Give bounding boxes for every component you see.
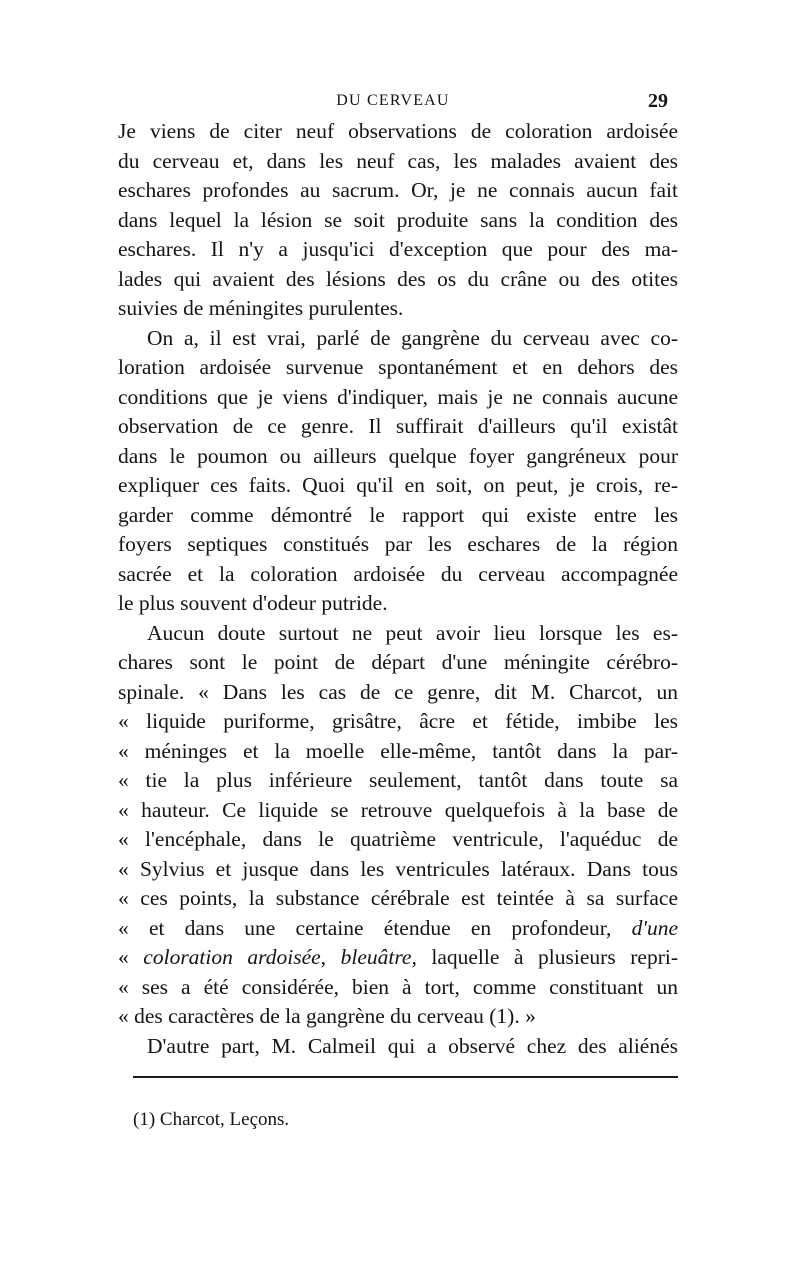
- text-line: foyers septiques constitués par les eschares de la région: [118, 532, 678, 556]
- text-line: sacrée et la coloration ardoisée du cerveau accompagnée: [118, 561, 678, 586]
- text-line: observation de ce genre. Il suffirait d'ailleurs qu'il existât: [118, 414, 678, 438]
- footnote-divider: [133, 1076, 678, 1078]
- text-line: chares sont le point de départ d'une méningite cérébro-: [118, 650, 678, 674]
- italic-phrase: d'une: [631, 915, 679, 940]
- quote-line: « hauteur. Ce liquide se retrouve quelquefois à la base de: [118, 797, 678, 822]
- quote-line: « des caractères de la gangrène du cerveau (1). »: [118, 1004, 536, 1028]
- text-line: eschares. Il n'y a jusqu'ici d'exception que pour des ma-: [118, 237, 678, 261]
- text-line: du cerveau et, dans les neuf cas, les malades avaient des: [118, 148, 678, 173]
- text-line: le plus souvent d'odeur putride.: [118, 591, 388, 615]
- quote-text: « et dans une certaine étendue en profondeur,: [118, 915, 612, 940]
- italic-phrase: coloration ardoisée, bleuâtre,: [143, 945, 417, 969]
- running-title: DU CERVEAU: [336, 92, 450, 109]
- text-line: expliquer ces faits. Quoi qu'il en soit, on peut, je crois, re-: [118, 473, 678, 497]
- text-line: loration ardoisée survenue spontanément et en dehors des: [118, 355, 678, 379]
- quote-line: « liquide puriforme, grisâtre, âcre et fétide, imbibe les: [118, 709, 678, 733]
- quote-line: « ses a été considérée, bien à tort, comme constituant un: [118, 974, 678, 999]
- text-line: spinale. « Dans les cas de ce genre, dit M. Charcot, un: [118, 679, 678, 704]
- quote-line: « méninges et la moelle elle-même, tantôt dans la par-: [118, 738, 678, 763]
- footnote: (1) Charcot, Leçons.: [133, 1109, 290, 1130]
- quote-line-mixed: [118, 943, 678, 973]
- text-line: Je viens de citer neuf observations de coloration ardoisée: [118, 119, 678, 143]
- quote-line-mixed: [118, 914, 678, 944]
- paragraph-start-line: On a, il est vrai, parlé de gangrène du cerveau avec co-: [147, 325, 678, 350]
- page-number: 29: [648, 90, 668, 112]
- text-line: eschares profondes au sacrum. Or, je ne connais aucun fait: [118, 178, 678, 202]
- quote-line: « ces points, la substance cérébrale est teintée à sa surface: [118, 886, 678, 910]
- text-line: conditions que je viens d'indiquer, mais je ne connais aucune: [118, 384, 678, 409]
- quote-line: « Sylvius et jusque dans les ventricules latéraux. Dans tous: [118, 856, 678, 881]
- quote-mark: «: [118, 945, 144, 969]
- running-head: [118, 90, 668, 116]
- paragraph-start-line: Aucun doute surtout ne peut avoir lieu lorsque les es-: [147, 620, 678, 645]
- quote-line: « tie la plus inférieure seulement, tantôt dans toute sa: [118, 768, 678, 792]
- text-line: dans lequel la lésion se soit produite sans la condition des: [118, 207, 678, 232]
- text-line: lades qui avaient des lésions des os du crâne ou des otites: [118, 266, 678, 291]
- quote-line: « l'encéphale, dans le quatrième ventricule, l'aquéduc de: [118, 827, 678, 851]
- text-line: suivies de méningites purulentes.: [118, 296, 404, 320]
- quote-text: laquelle à plusieurs repri-: [416, 945, 678, 969]
- text-line: garder comme démontré le rapport qui existe entre les: [118, 502, 678, 527]
- body-text: [118, 117, 678, 1061]
- paragraph-start-line: D'autre part, M. Calmeil qui a observé chez des aliénés: [147, 1033, 678, 1058]
- text-line: dans le poumon ou ailleurs quelque foyer gangréneux pour: [118, 443, 678, 468]
